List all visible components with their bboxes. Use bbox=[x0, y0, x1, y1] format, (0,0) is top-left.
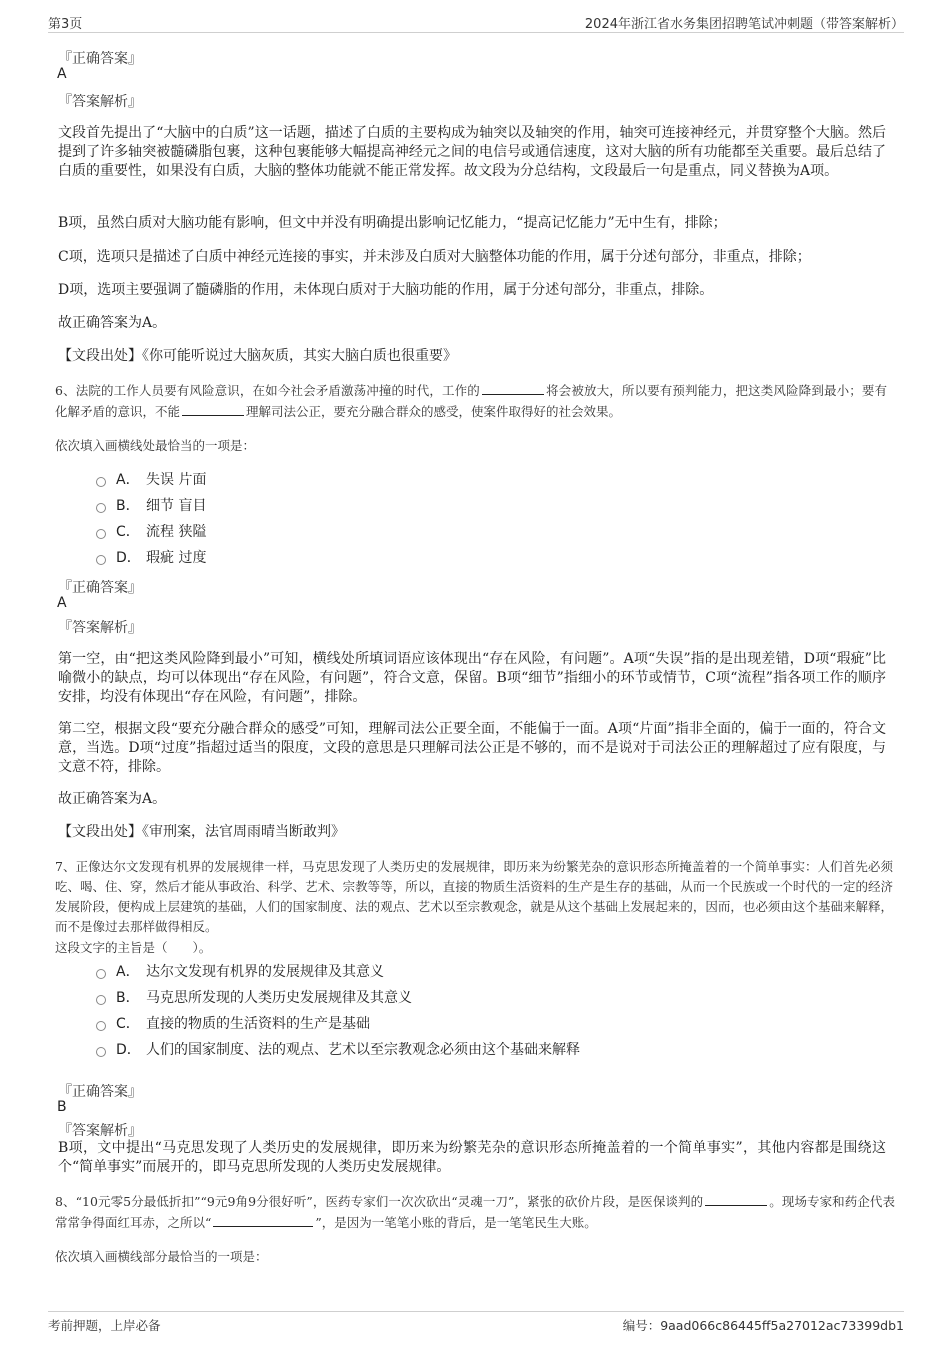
q6-blank-2 bbox=[182, 401, 244, 416]
q6-option-d[interactable]: D． 瑕疵 过度 bbox=[96, 547, 206, 567]
page-footer bbox=[48, 1311, 904, 1336]
q6-option-b[interactable]: B． 细节 盲目 bbox=[96, 495, 206, 515]
q6-prompt: 依次填入画横线处最恰当的一项是： bbox=[55, 438, 256, 453]
q6-option-c[interactable]: C． 流程 狭隘 bbox=[96, 521, 206, 541]
q7-correct-answer-label: 『正确答案』 bbox=[58, 1084, 142, 1100]
footer-slogan: 考前押题，上岸必备 bbox=[48, 1318, 161, 1333]
q8-blank-1 bbox=[705, 1191, 767, 1206]
radio-icon[interactable] bbox=[96, 503, 106, 513]
radio-icon[interactable] bbox=[96, 995, 106, 1005]
document-code: 编号：9aad066c86445ff5a27012ac73399db1 bbox=[622, 1318, 904, 1333]
page-number: 第3页 bbox=[48, 17, 83, 32]
radio-icon[interactable] bbox=[96, 555, 106, 565]
q5-analysis-option-b: B项，虽然白质对大脑功能有影响，但文中并没有明确提出影响记忆能力，“提高记忆能力”无中生有，排除； bbox=[58, 215, 727, 231]
q8-question-text: 8、“10元零5分最低折扣”“9元9角9分很好听”，医药专家们一次次砍出“灵魂一刀”，紧张的砍价片段，是医保谈判的 。现场专家和药企代表常常争得面红耳赤，之所以“ ”，是因为一笔笔小账的背后，是一笔笔民生大账。 bbox=[55, 1191, 895, 1233]
q5-answer: A bbox=[57, 66, 67, 82]
q7-option-b[interactable]: B． 马克思所发现的人类历史发展规律及其意义 bbox=[96, 987, 412, 1007]
q5-analysis-option-d: D项，选项主要强调了髓磷脂的作用，未体现白质对于大脑功能的作用，属于分述句部分，非重点，排除。 bbox=[58, 282, 714, 298]
q5-analysis-paragraph: 文段首先提出了“大脑中的白质”这一话题，描述了白质的主要构成为轴突以及轴突的作用，轴突可连接神经元，并贯穿整个大脑。然后提到了许多轴突被髓磷脂包裹，这种包裹能够大幅提高神经元之间的电信号或通信速度，这对大脑的所有功能都至关重要。最后总结了白质的重要性，如果没有白质，大脑的整体功能就不能正常发挥。故文段为分总结构，文段最后一句是重点，同义替换为A项。 bbox=[58, 125, 886, 179]
q6-source: 【文段出处】《审刑案，法官周雨晴当断敢判》 bbox=[58, 824, 345, 840]
q7-analysis: B项，文中提出“马克思发现了人类历史的发展规律，即历来为纷繁芜杂的意识形态所掩盖着的一个简单事实”，其他内容都是围绕这个“简单事实”而展开的，即马克思所发现的人类历史发展规律。 bbox=[58, 1140, 886, 1175]
radio-icon[interactable] bbox=[96, 1021, 106, 1031]
q6-conclusion: 故正确答案为A。 bbox=[58, 791, 167, 807]
q8-prompt: 依次填入画横线部分最恰当的一项是： bbox=[55, 1249, 268, 1264]
radio-icon[interactable] bbox=[96, 529, 106, 539]
q6-analysis-label: 『答案解析』 bbox=[58, 620, 142, 636]
q7-answer: B bbox=[57, 1099, 67, 1115]
q7-option-c[interactable]: C． 直接的物质的生活资料的生产是基础 bbox=[96, 1013, 370, 1033]
q6-analysis-blank-1: 第一空，由“把这类风险降到最小”可知，横线处所填词语应该体现出“存在风险，有问题”。A项“失误”指的是出现差错，D项“瑕疵”比喻微小的缺点，均可以体现出“存在风险，有问题”，符合文意，保留。B项“细节”指细小的环节或情节，C项“流程”指各项工作的顺序安排，均没有体现出“存在风险，有问题”，排除。 bbox=[58, 651, 886, 705]
q7-prompt: 这段文字的主旨是（ ）。 bbox=[55, 940, 212, 955]
q5-analysis-label: 『答案解析』 bbox=[58, 94, 142, 110]
radio-icon[interactable] bbox=[96, 477, 106, 487]
q6-question-text: 6、法院的工作人员要有风险意识，在如今社会矛盾激荡冲撞的时代，工作的 将会被放大，所以要有预判能力，把这类风险降到最小；要有化解矛盾的意识，不能 理解司法公正，要充分融合群众的感受，使案件取得好的社会效果。 bbox=[55, 380, 887, 422]
page-header bbox=[48, 10, 904, 33]
q7-analysis-label: 『答案解析』 bbox=[58, 1123, 142, 1139]
q7-option-a[interactable]: A． 达尔文发现有机界的发展规律及其意义 bbox=[96, 961, 384, 981]
radio-icon[interactable] bbox=[96, 1047, 106, 1057]
q6-blank-1 bbox=[482, 380, 544, 395]
q7-option-d[interactable]: D． 人们的国家制度、法的观点、艺术以至宗教观念必须由这个基础来解释 bbox=[96, 1039, 580, 1059]
q8-blank-2 bbox=[213, 1212, 313, 1227]
q5-source: 【文段出处】《你可能听说过大脑灰质，其实大脑白质也很重要》 bbox=[58, 348, 457, 364]
q5-analysis-option-c: C项，选项只是描述了白质中神经元连接的事实，并未涉及白质对大脑整体功能的作用，属于分述句部分，非重点，排除； bbox=[58, 249, 811, 265]
q5-conclusion: 故正确答案为A。 bbox=[58, 315, 167, 331]
q7-question-text: 7、正像达尔文发现有机界的发展规律一样，马克思发现了人类历史的发展规律，即历来为纷繁芜杂的意识形态所掩盖着的一个简单事实：人们首先必须吃、喝、住、穿，然后才能从事政治、科学、艺术、宗教等等，所以，直接的物质生活资料的生产是生存的基础，从而一个民族或一个时代的一定的经济发展阶段，便构成上层建筑的基础，人们的国家制度、法的观点、艺术以至宗教观念，就是从这个基础上发展起来的，因而，也必须由这个基础来解释，而不是像过去那样做得相反。 bbox=[55, 859, 893, 934]
q5-correct-answer-label: 『正确答案』 bbox=[58, 51, 142, 67]
q6-correct-answer-label: 『正确答案』 bbox=[58, 580, 142, 596]
q6-option-a[interactable]: A． 失误 片面 bbox=[96, 469, 206, 489]
radio-icon[interactable] bbox=[96, 969, 106, 979]
document-title: 2024年浙江省水务集团招聘笔试冲刺题（带答案解析） bbox=[584, 17, 904, 32]
q6-analysis-blank-2: 第二空，根据文段“要充分融合群众的感受”可知，理解司法公正要全面，不能偏于一面。A项“片面”指非全面的，偏于一面的，符合文意，当选。D项“过度”指超过适当的限度，文段的意思是只理解司法公正是不够的，而不是说对于司法公正的理解超过了应有限度，与文意不符，排除。 bbox=[58, 721, 886, 775]
q6-answer: A bbox=[57, 595, 67, 611]
